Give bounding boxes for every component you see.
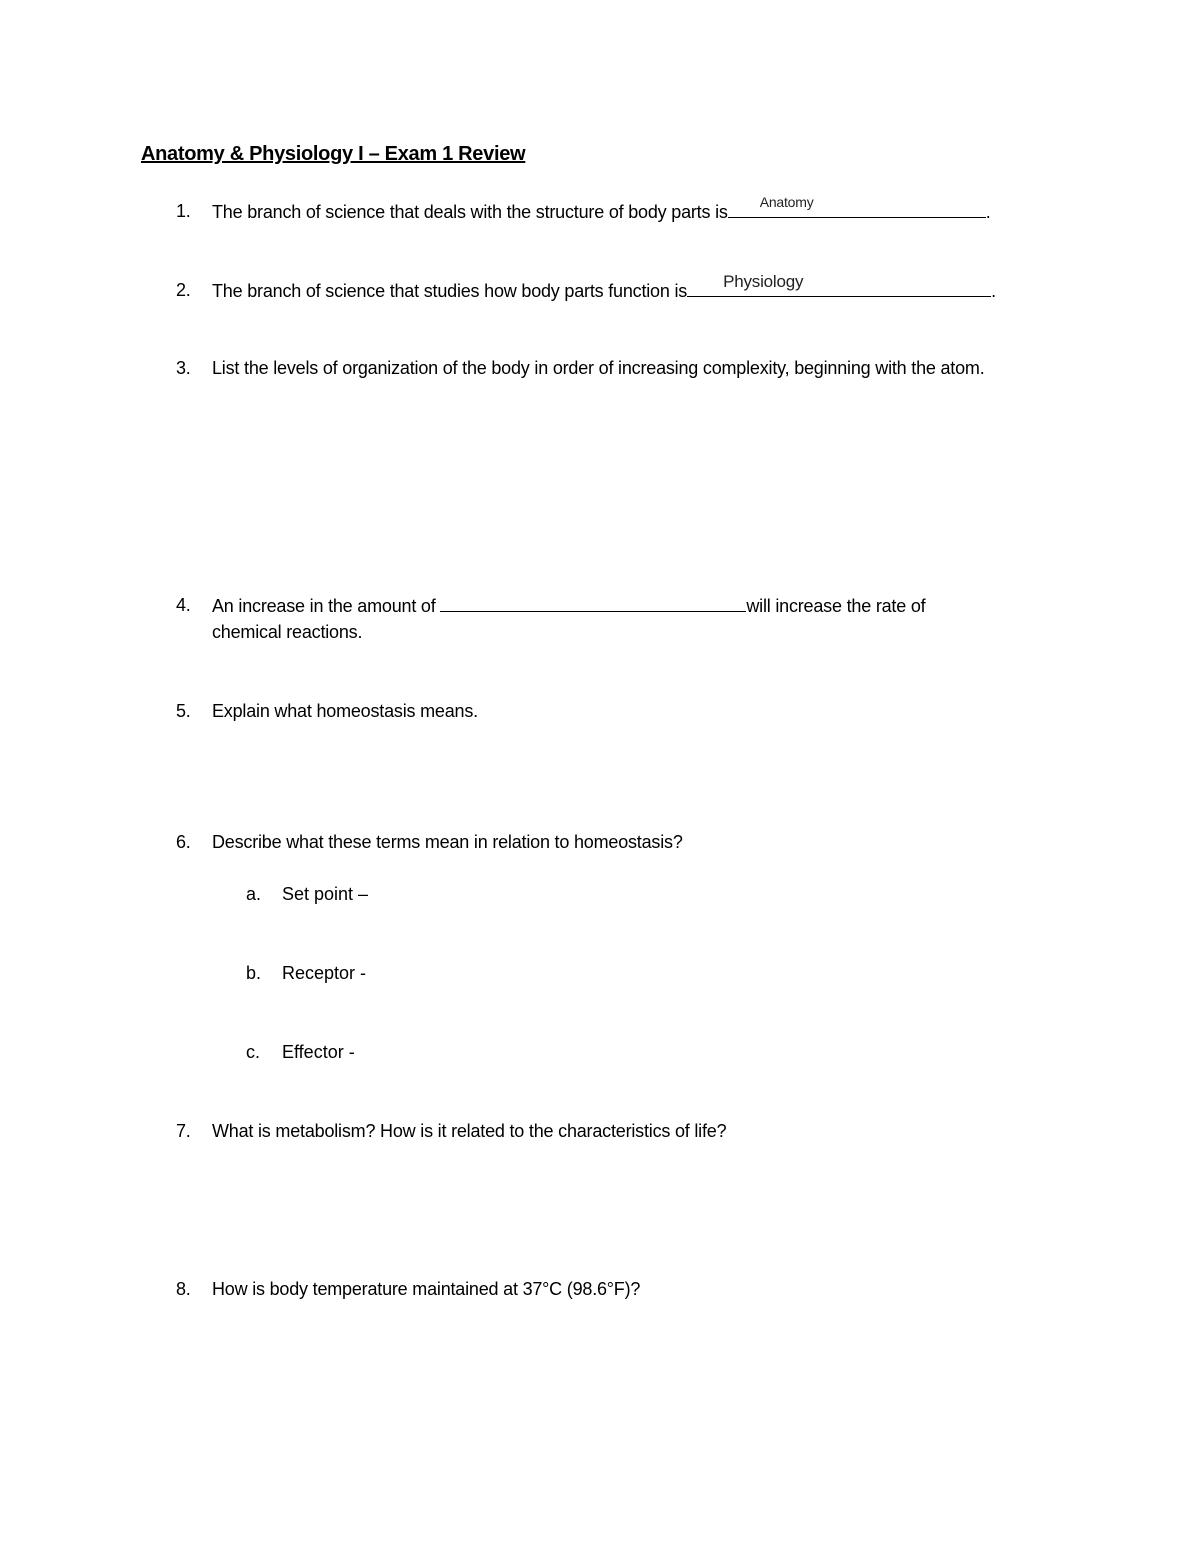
question-number: 2. [176,280,191,300]
question-number: 5. [176,701,191,721]
question-continuation: chemical reactions. [212,622,363,642]
answer-anatomy: Anatomy [759,194,814,210]
subitem-text: Effector - [282,1042,355,1062]
question-number: 3. [176,358,191,378]
answer-physiology: Physiology [723,272,804,291]
subitem-letter: b. [246,963,262,983]
question-number: 1. [176,201,191,221]
subitem-text: Set point – [282,884,369,904]
question-text [212,272,996,305]
question-text: Explain what homeostasis means. [212,701,478,721]
question-prompt: An increase in the amount of [212,596,436,616]
question-number: 7. [176,1121,191,1141]
answer-blank[interactable] [687,272,991,297]
question-text: Describe what these terms mean in relation to homeostasis? [212,832,683,852]
question-number: 4. [176,595,191,615]
question-number: 8. [176,1279,191,1299]
subitem-text: Receptor - [282,963,367,983]
question-text: How is body temperature maintained at 37°C (98.6°F)? [212,1279,641,1299]
question-text: What is metabolism? How is it related to the characteristics of life? [212,1121,727,1141]
question-end: will increase the rate of [746,596,926,616]
question-text: List the levels of organization of the body in order of increasing complexity, beginning with the atom. [212,358,985,378]
question-prompt: The branch of science that deals with the structure of body parts is [212,202,728,222]
question-text [212,592,925,620]
answer-blank[interactable] [440,592,746,612]
question-text [212,194,991,226]
question-end: . [991,281,996,301]
question-end: . [985,202,991,222]
answer-blank[interactable] [728,194,986,218]
subitem-letter: a. [246,884,262,904]
question-number: 6. [176,832,191,852]
page-title: Anatomy & Physiology I – Exam 1 Review [141,143,526,165]
subitem-letter: c. [246,1042,261,1062]
question-prompt: The branch of science that studies how body parts function is [212,281,688,301]
